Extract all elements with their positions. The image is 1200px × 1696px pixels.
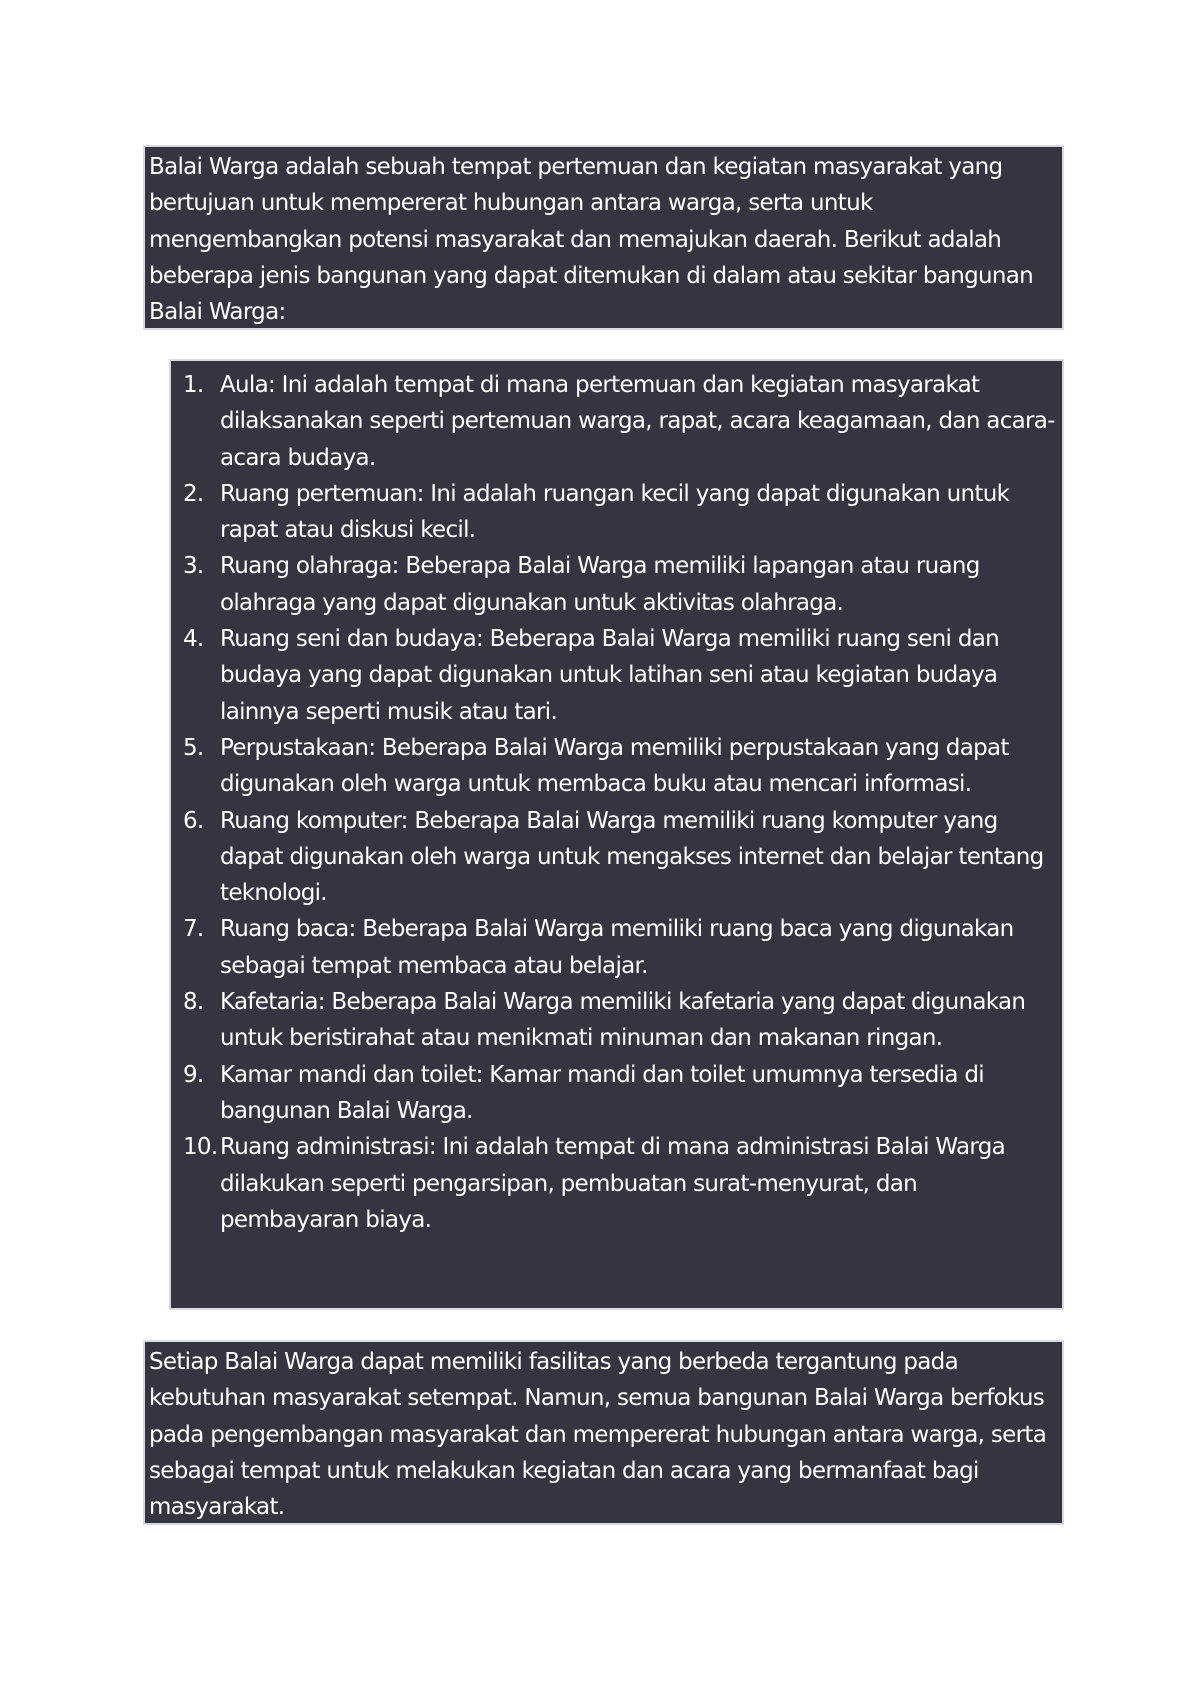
list-item — [171, 984, 1060, 1057]
list-item-text: Ruang baca: Beberapa Balai Warga memiliki ruang baca yang digunakan sebagai tempat membaca atau belajar. — [220, 916, 1014, 979]
list-item-text: Kamar mandi dan toilet: Kamar mandi dan toilet umumnya tersedia di bangunan Balai Warga. — [220, 1061, 984, 1124]
list-item — [171, 621, 1060, 730]
list-item-text: Ruang administrasi: Ini adalah tempat di mana administrasi Balai Warga dilakukan seperti pengarsipan, pembuatan surat-menyurat, dan pembayaran biaya. — [220, 1134, 1006, 1233]
list-item — [171, 911, 1060, 984]
list-item-number: 6. — [183, 807, 204, 834]
list-item-number: 8. — [183, 989, 204, 1016]
list-item — [171, 548, 1060, 621]
building-list-block — [169, 359, 1064, 1310]
intro-block — [143, 145, 1064, 330]
list-item-number: 4. — [183, 626, 204, 653]
list-item-text: Ruang komputer: Beberapa Balai Warga memiliki ruang komputer yang dapat digunakan oleh warga untuk mengakses internet dan belajar tentang teknologi. — [220, 807, 1044, 907]
list-item — [171, 1057, 1060, 1130]
list-item-number: 9. — [183, 1061, 204, 1088]
list-item-text: Ruang pertemuan: Ini adalah ruangan kecil yang dapat digunakan untuk rapat atau diskusi kecil. — [220, 480, 1010, 544]
closing-block — [143, 1340, 1064, 1525]
closing-paragraph: Setiap Balai Warga dapat memiliki fasilitas yang berbeda tergantung pada kebutuhan masyarakat setempat. Namun, semua bangunan Balai Warga berfokus pada pengembangan masyarakat dan mempererat hubungan antara warga, serta sebagai tempat untuk melakukan kegiatan dan acara yang bermanfaat bagi masyarakat. — [149, 1349, 1047, 1521]
list-item — [171, 1129, 1060, 1238]
list-item-number: 3. — [183, 553, 204, 580]
building-list — [171, 367, 1060, 1238]
list-item-number: 7. — [183, 916, 204, 943]
list-item-text: Aula: Ini adalah tempat di mana pertemuan dan kegiatan masyarakat dilaksanakan seperti pertemuan warga, rapat, acara keagamaan, dan acara-acara budaya. — [220, 372, 1055, 471]
list-item — [171, 367, 1060, 476]
list-item — [171, 803, 1060, 912]
list-item — [171, 730, 1060, 803]
list-item-text: Ruang seni dan budaya: Beberapa Balai Warga memiliki ruang seni dan budaya yang dapat digunakan untuk latihan seni atau kegiatan budaya lainnya seperti musik atau tari. — [220, 626, 1000, 725]
list-item-number: 5. — [183, 734, 204, 761]
list-item-number: 10. — [183, 1134, 218, 1161]
list-item-text: Kafetaria: Beberapa Balai Warga memiliki kafetaria yang dapat digunakan untuk beristirahat atau menikmati minuman dan makanan ringan. — [220, 989, 1026, 1052]
list-item — [171, 476, 1060, 549]
list-item-text: Ruang olahraga: Beberapa Balai Warga memiliki lapangan atau ruang olahraga yang dapat digunakan untuk aktivitas olahraga. — [220, 553, 980, 616]
list-item-number: 2. — [183, 480, 204, 507]
list-item-number: 1. — [183, 372, 204, 398]
intro-paragraph: Balai Warga adalah sebuah tempat pertemuan dan kegiatan masyarakat yang bertujuan untuk mempererat hubungan antara warga, serta untuk mengembangkan potensi masyarakat dan memajukan daerah. Berikut adalah beberapa jenis bangunan yang dapat ditemukan di dalam atau sekitar bangunan Balai Warga: — [149, 154, 1034, 326]
list-item-text: Perpustakaan: Beberapa Balai Warga memiliki perpustakaan yang dapat digunakan oleh warga untuk membaca buku atau mencari informasi. — [220, 734, 1009, 798]
